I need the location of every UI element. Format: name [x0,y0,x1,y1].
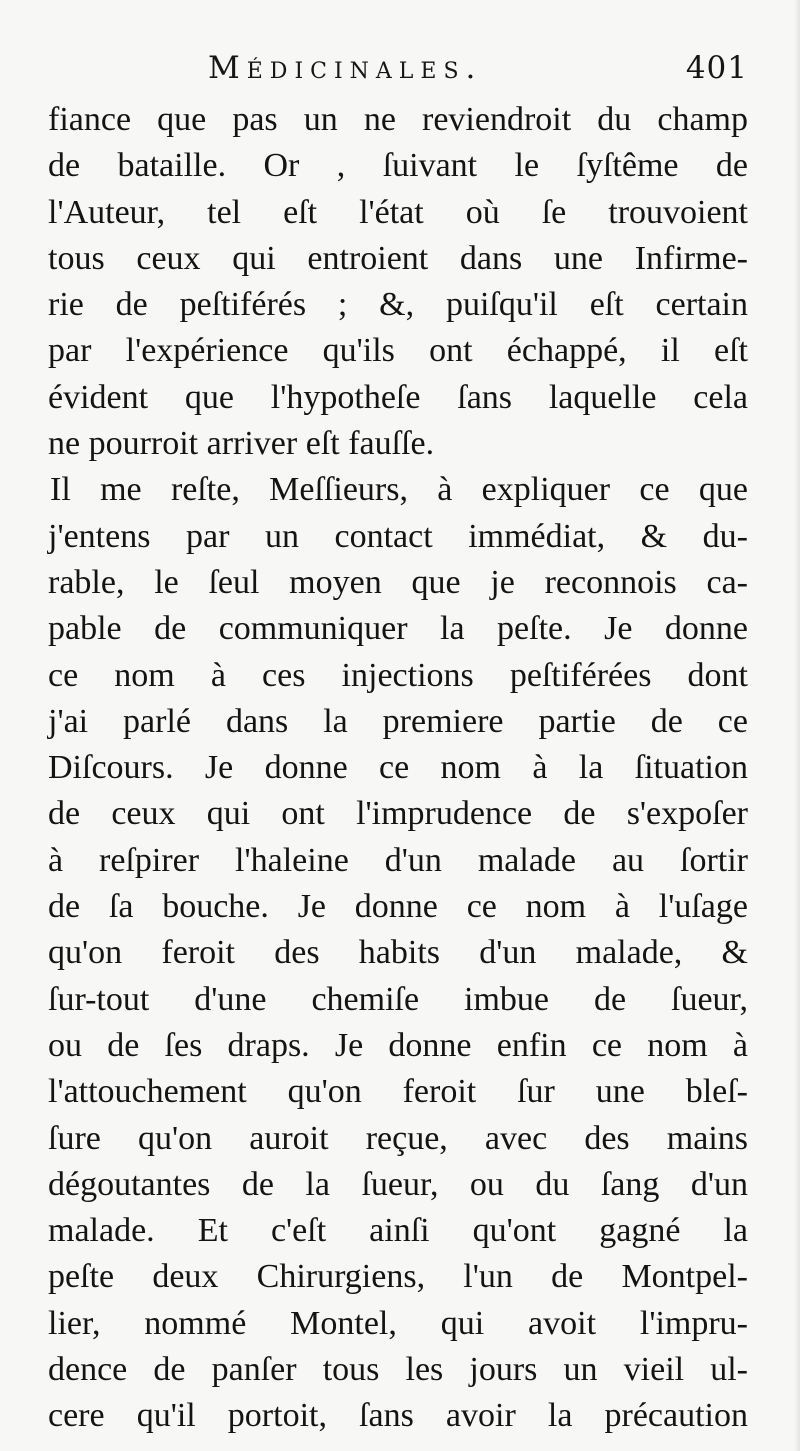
text-line: j'entens par un contact immédiat, & du- [48,517,748,555]
text-line: qu'on feroit des habits d'un malade, & [48,934,748,972]
text-line: Diſcours. Je donne ce nom à la ſituation [48,749,748,787]
text-line: l'Auteur, tel eſt l'état où ſe trouvoient [48,193,748,231]
text-line: j'ai parlé dans la premiere partie de ce [48,702,748,740]
text-line: ſure qu'on auroit reçue, avec des mains [48,1119,748,1157]
text-line: l'attouchement qu'on feroit ſur une bleſ- [48,1073,748,1111]
text-line: tous ceux qui entroient dans une Infirme- [48,239,748,277]
text-line: de ceux qui ont l'imprudence de s'expoſer [48,795,748,833]
text-line: évident que l'hypotheſe ſans laquelle cela [48,378,748,416]
text-line: ou de ſes draps. Je donne enfin ce nom à [48,1026,748,1064]
text-line: cere qu'il portoit, ſans avoir la précaution [48,1397,748,1435]
text-line: dence de panſer tous les jours un vieil ul- [48,1351,748,1389]
paragraph-first-line: Il me reſte, Meſſieurs, à expliquer ce que [50,471,748,509]
text-line: rable, le ſeul moyen que je reconnois ca- [48,563,748,601]
text-line: ne pourroit arriver eſt fauſſe. [48,425,435,463]
text-line: à reſpirer l'haleine d'un malade au ſortir [48,841,748,879]
text-line: lier, nommé Montel, qui avoit l'impru- [48,1304,748,1342]
page-edge-shadow [794,0,800,1451]
text-line: ce nom à ces injections peſtiférées dont [48,656,748,694]
text-line: peſte deux Chirurgiens, l'un de Montpel- [48,1258,748,1296]
running-title: Médicinales. [208,50,483,86]
text-line: dégoutantes de la ſueur, ou du ſang d'un [48,1165,748,1203]
text-line: ſur-tout d'une chemiſe imbue de ſueur, [48,980,748,1018]
page-number: 401 [685,50,748,86]
running-head [48,44,748,100]
body-text [48,97,748,1440]
text-line: de ſa bouche. Je donne ce nom à l'uſage [48,888,748,926]
text-line: malade. Et c'eſt ainſi qu'ont gagné la [48,1212,748,1250]
text-line: de bataille. Or , ſuivant le ſyſtême de [48,147,748,185]
text-line: rie de peſtiférés ; &, puiſqu'il eſt certain [48,286,748,324]
text-line: par l'expérience qu'ils ont échappé, il eſt [48,332,748,370]
text-line: pable de communiquer la peſte. Je donne [48,610,748,648]
text-line: fiance que pas un ne reviendroit du champ [48,101,748,138]
